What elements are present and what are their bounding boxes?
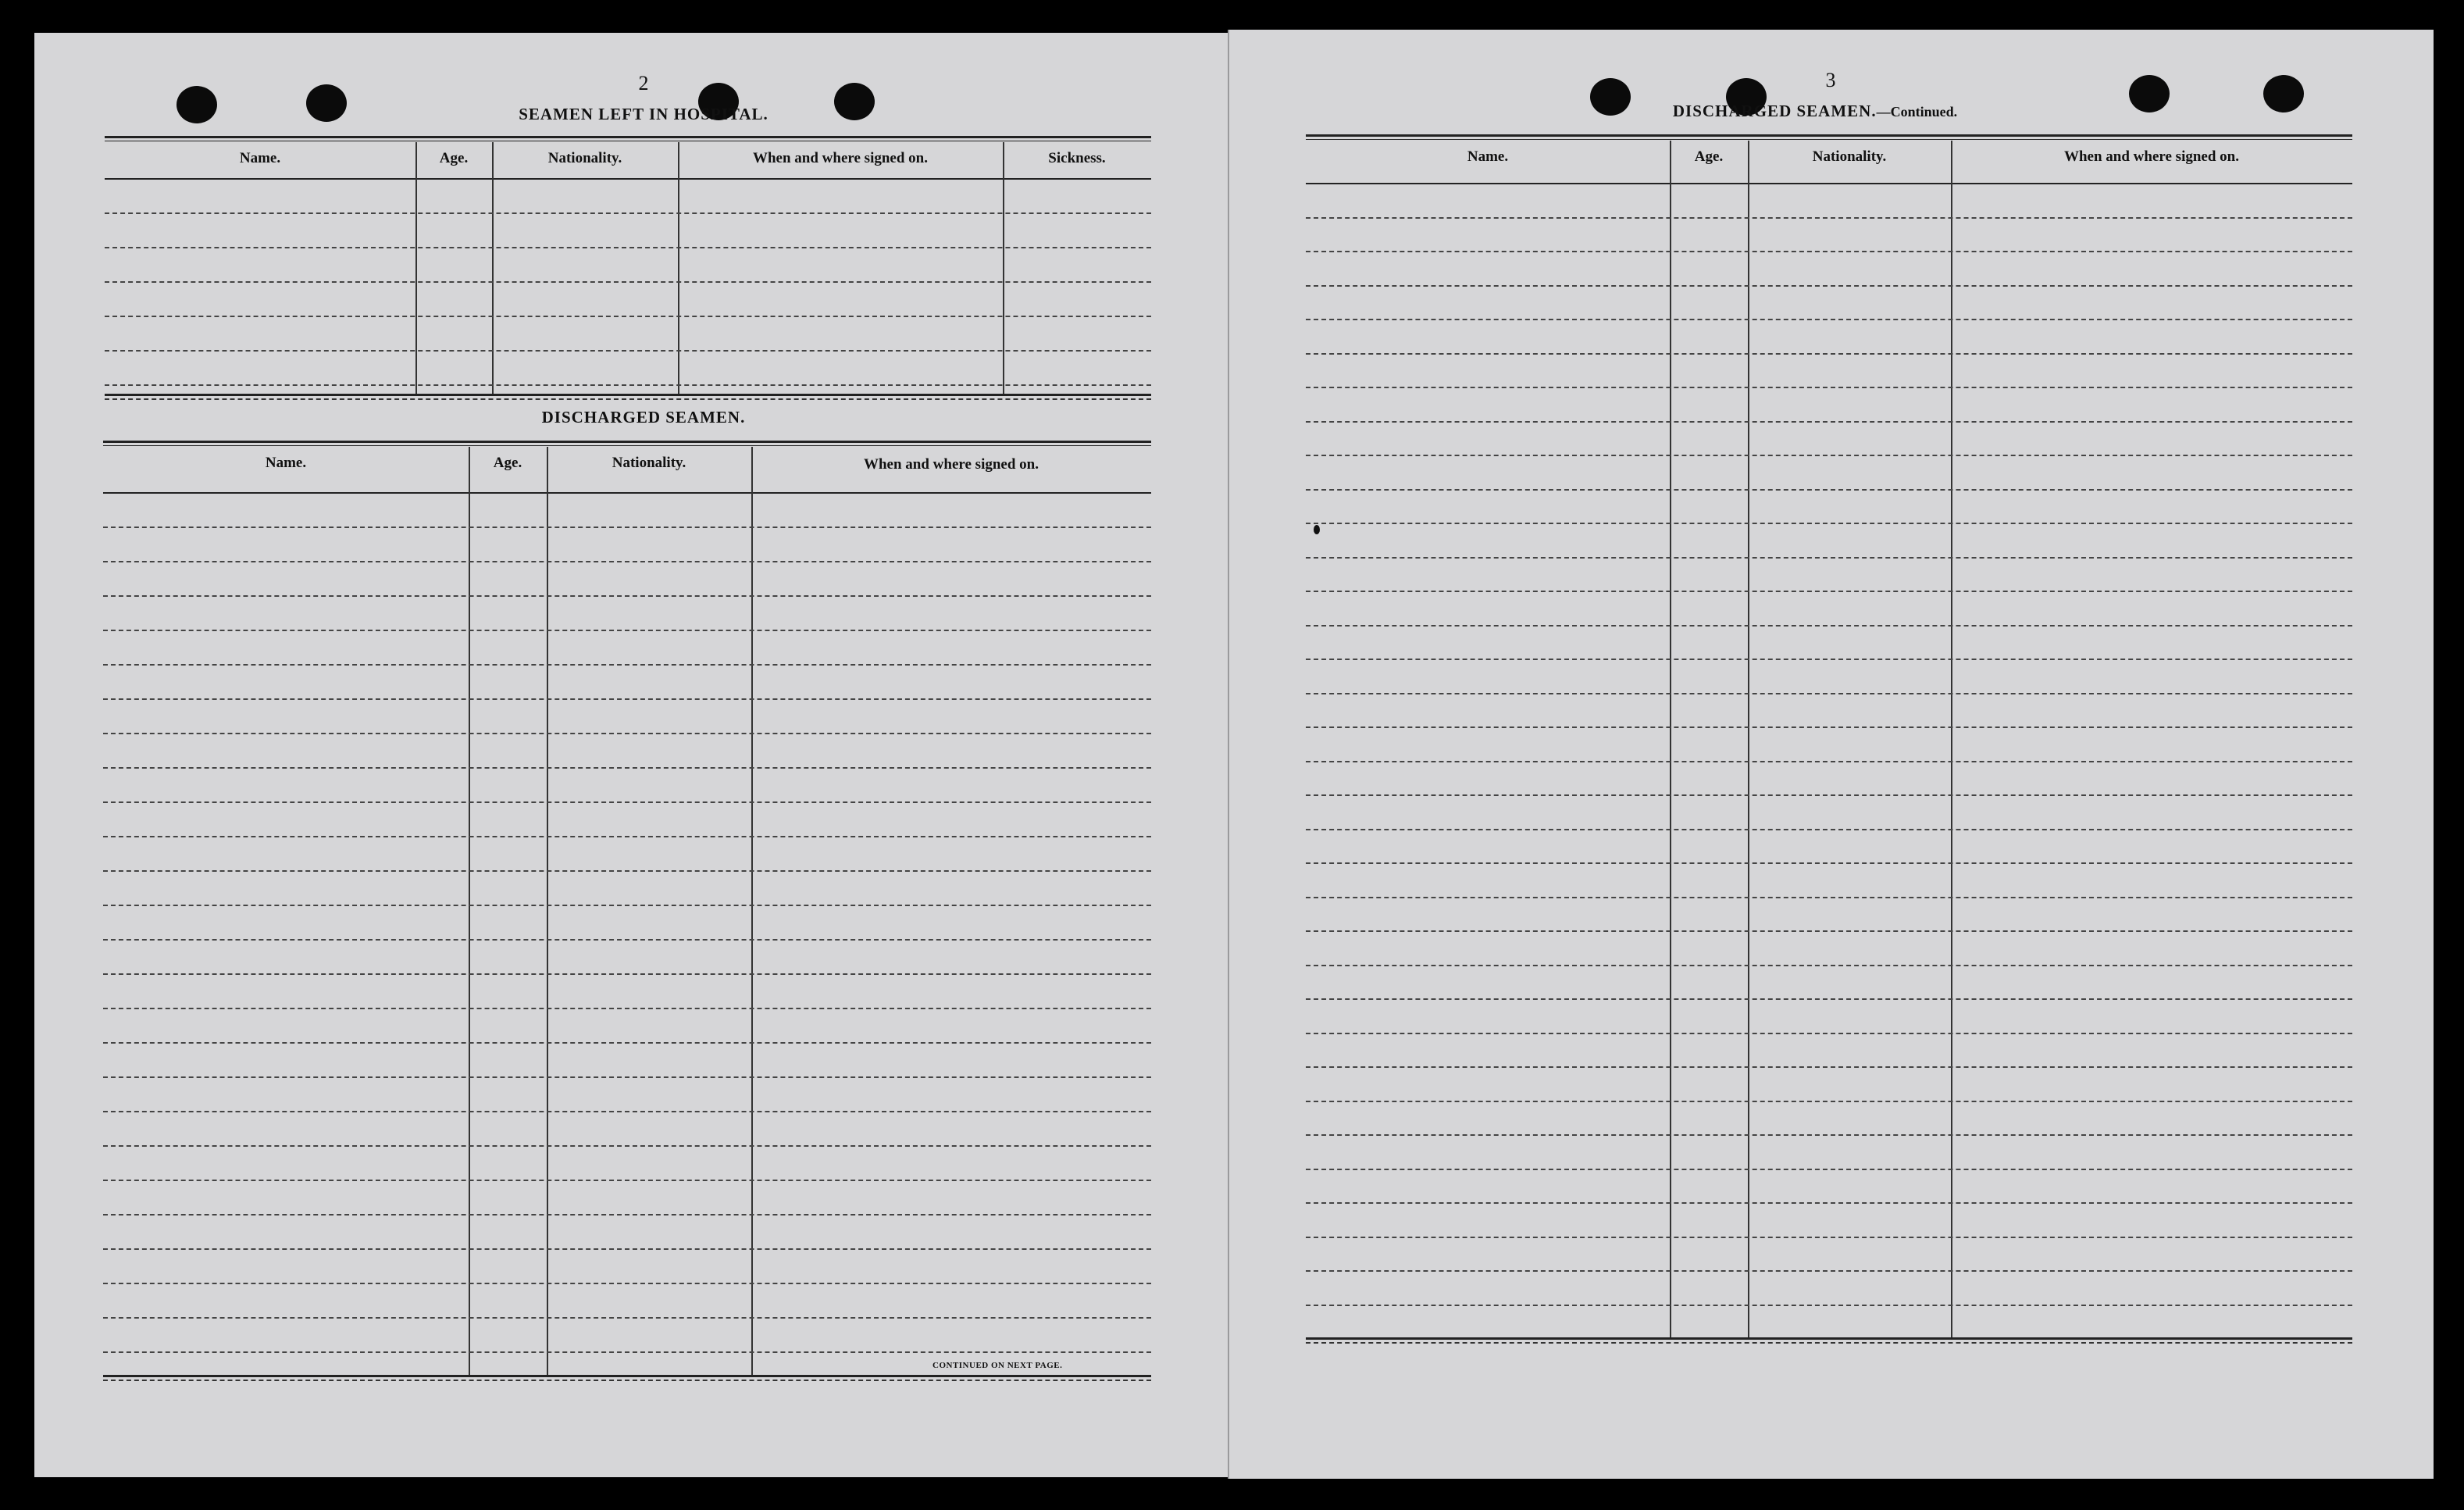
row-rule: [1306, 829, 2352, 830]
title-suffix: —Continued.: [1876, 104, 1958, 120]
row-rule: [1306, 930, 2352, 932]
row-rule: [105, 247, 1151, 248]
column-header-sickness: Sickness.: [1048, 150, 1106, 166]
row-rule: [103, 801, 1151, 803]
row-rule: [1306, 285, 2352, 287]
row-rule: [1306, 421, 2352, 423]
row-rule: [105, 350, 1151, 352]
row-rule: [1306, 1237, 2352, 1238]
row-rule: [1306, 217, 2352, 219]
continued-note: CONTINUED ON NEXT PAGE.: [932, 1361, 1063, 1370]
punch-hole: [306, 84, 347, 122]
column-header-signed-on: When and where signed on.: [752, 150, 928, 166]
row-rule: [103, 1248, 1151, 1250]
row-rule: [103, 527, 1151, 528]
row-rule: [103, 1111, 1151, 1112]
hospital-section-title: SEAMEN LEFT IN HOSPITAL.: [519, 105, 768, 123]
column-divider: [751, 447, 753, 1375]
bottom-rule: [1306, 1337, 2352, 1340]
bottom-rule: [103, 1375, 1151, 1377]
row-rule: [103, 1214, 1151, 1215]
row-rule: [1306, 1033, 2352, 1034]
row-rule: [103, 1008, 1151, 1009]
row-rule: [1306, 794, 2352, 796]
row-rule: [103, 1351, 1151, 1353]
column-divider: [678, 142, 679, 394]
row-rule: [103, 836, 1151, 837]
row-rule: [1306, 625, 2352, 626]
column-header-age: Age.: [439, 150, 469, 166]
hospital-table: [105, 136, 1151, 402]
column-header-name: Name.: [265, 455, 307, 471]
row-rule: [103, 767, 1151, 769]
row-rule: [1306, 387, 2352, 388]
row-rule: [1306, 965, 2352, 966]
row-rule: [1306, 862, 2352, 864]
row-rule: [1306, 761, 2352, 762]
punch-hole: [177, 86, 217, 123]
row-rule: [103, 733, 1151, 734]
header-rule: [1306, 183, 2352, 184]
row-rule: [1306, 1270, 2352, 1272]
row-rule: [103, 664, 1151, 666]
row-rule: [103, 905, 1151, 906]
row-rule: [103, 973, 1151, 975]
row-rule: [105, 281, 1151, 283]
header-rule: [105, 178, 1151, 180]
column-divider: [492, 142, 494, 394]
column-header-nationality: Nationality.: [547, 150, 622, 166]
row-rule: [103, 1076, 1151, 1078]
row-rule: [1306, 1066, 2352, 1068]
row-rule: [103, 1042, 1151, 1044]
bottom-rule-2: [1306, 1342, 2352, 1344]
column-divider: [1003, 142, 1004, 394]
row-rule: [105, 316, 1151, 317]
discharged-section-title: DISCHARGED SEAMEN.: [541, 408, 746, 427]
bottom-rule-2: [105, 398, 1151, 400]
row-rule: [1306, 998, 2352, 1000]
column-header-signed-on: When and where signed on.: [863, 456, 1039, 473]
row-rule: [103, 1145, 1151, 1147]
row-rule: [1306, 557, 2352, 559]
row-rule: [1306, 659, 2352, 660]
row-rule: [1306, 1169, 2352, 1170]
column-header-name: Name.: [239, 150, 281, 166]
page-number: 3: [1825, 69, 1836, 91]
punch-hole: [2263, 75, 2304, 112]
row-rule: [1306, 1101, 2352, 1102]
row-rule: [103, 561, 1151, 562]
header-rule: [103, 492, 1151, 494]
row-rule: [1306, 1305, 2352, 1306]
column-divider: [469, 447, 470, 1375]
row-rule: [103, 939, 1151, 941]
column-header-name: Name.: [1467, 148, 1509, 165]
column-divider: [415, 142, 417, 394]
column-divider: [547, 447, 548, 1375]
title-main: DISCHARGED SEAMEN.: [1672, 102, 1877, 120]
column-header-age: Age.: [493, 455, 522, 471]
row-rule: [103, 1180, 1151, 1181]
left-page: [34, 33, 1228, 1477]
row-rule: [103, 1317, 1151, 1319]
row-rule: [1306, 591, 2352, 592]
row-rule: [105, 384, 1151, 386]
row-rule: [103, 630, 1151, 631]
row-rule: [1306, 319, 2352, 320]
page-number: 2: [638, 72, 649, 95]
right-page: [1228, 30, 2434, 1479]
discharged-continued-title: [1464, 102, 2166, 121]
row-rule: [105, 212, 1151, 214]
column-header-nationality: Nationality.: [612, 455, 686, 471]
column-header-age: Age.: [1694, 148, 1724, 165]
row-rule: [1306, 523, 2352, 524]
row-rule: [103, 1283, 1151, 1284]
discharged-continued-table: [1306, 134, 2352, 1355]
row-rule: [1306, 353, 2352, 355]
row-rule: [1306, 1202, 2352, 1204]
bottom-rule-2: [103, 1380, 1151, 1381]
row-rule: [1306, 251, 2352, 252]
column-header-signed-on: When and where signed on.: [2063, 148, 2239, 165]
bottom-rule: [105, 394, 1151, 396]
row-rule: [1306, 1134, 2352, 1136]
row-rule: [1306, 489, 2352, 491]
row-rule: [103, 698, 1151, 700]
row-rule: [103, 595, 1151, 597]
discharged-table: [103, 441, 1151, 1406]
row-rule: [103, 870, 1151, 872]
column-header-nationality: Nationality.: [1812, 148, 1887, 165]
row-rule: [1306, 897, 2352, 898]
row-rule: [1306, 726, 2352, 728]
row-rule: [1306, 693, 2352, 694]
row-rule: [1306, 455, 2352, 456]
